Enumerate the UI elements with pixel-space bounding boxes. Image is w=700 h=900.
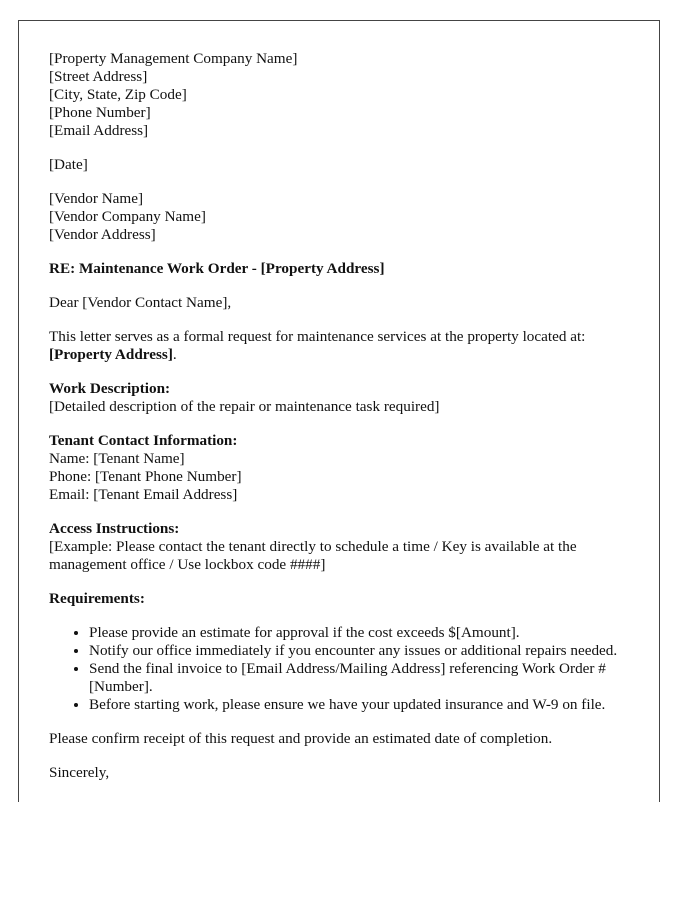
recipient-name: [Vendor Name] xyxy=(49,190,144,207)
subject-line xyxy=(49,260,629,278)
work-description-section xyxy=(49,380,629,416)
recipient-company: [Vendor Company Name] xyxy=(49,208,206,225)
requirement-item: • Send the final invoice to [Email Address/Mailing Address] referencing Work Order #[Number]. xyxy=(89,660,629,696)
requirements-heading: Requirements: xyxy=(49,590,145,607)
work-description-heading: Work Description: xyxy=(49,380,171,397)
access-section xyxy=(49,520,629,574)
requirement-item: • Please provide an estimate for approval if the cost exceeds $[Amount]. xyxy=(89,624,629,642)
access-text: [Example: Please contact the tenant directly to schedule a time / Key is available at the management office / Use lockbox code ####] xyxy=(49,538,577,573)
recipient-address: [Vendor Address] xyxy=(49,226,156,243)
access-heading: Access Instructions: xyxy=(49,520,180,537)
subject-prefix: RE: Maintenance Work Order - xyxy=(49,260,261,277)
sender-street: [Street Address] xyxy=(49,68,148,85)
tenant-name: Name: [Tenant Name] xyxy=(49,450,185,467)
sender-phone: [Phone Number] xyxy=(49,104,151,121)
sender-city-state-zip: [City, State, Zip Code] xyxy=(49,86,187,103)
date-line: [Date] xyxy=(49,156,88,173)
work-description-text: [Detailed description of the repair or maintenance task required] xyxy=(49,398,440,415)
sender-company: [Property Management Company Name] xyxy=(49,50,298,67)
tenant-contact-heading: Tenant Contact Information: xyxy=(49,432,238,449)
requirement-item: • Before starting work, please ensure we have your updated insurance and W-9 on file. xyxy=(89,696,629,714)
sender-email: [Email Address] xyxy=(49,122,149,139)
intro-text: This letter serves as a formal request for maintenance services at the property located at: xyxy=(49,328,586,345)
requirements-list xyxy=(49,624,629,714)
sender-block xyxy=(49,50,629,140)
subject-property: [Property Address] xyxy=(260,260,385,277)
recipient-block xyxy=(49,190,629,244)
intro-paragraph xyxy=(49,328,629,364)
tenant-email: Email: [Tenant Email Address] xyxy=(49,486,238,503)
intro-property: [Property Address] xyxy=(49,346,173,363)
requirement-item: • Notify our office immediately if you encounter any issues or additional repairs needed. xyxy=(89,642,629,660)
signoff: Sincerely, xyxy=(49,764,110,781)
letter-document xyxy=(18,20,660,802)
tenant-contact-section xyxy=(49,432,629,504)
closing-request: Please confirm receipt of this request and provide an estimated date of completion. xyxy=(49,730,553,747)
salutation: Dear [Vendor Contact Name], xyxy=(49,294,232,311)
tenant-phone: Phone: [Tenant Phone Number] xyxy=(49,468,242,485)
intro-end: . xyxy=(172,346,177,363)
